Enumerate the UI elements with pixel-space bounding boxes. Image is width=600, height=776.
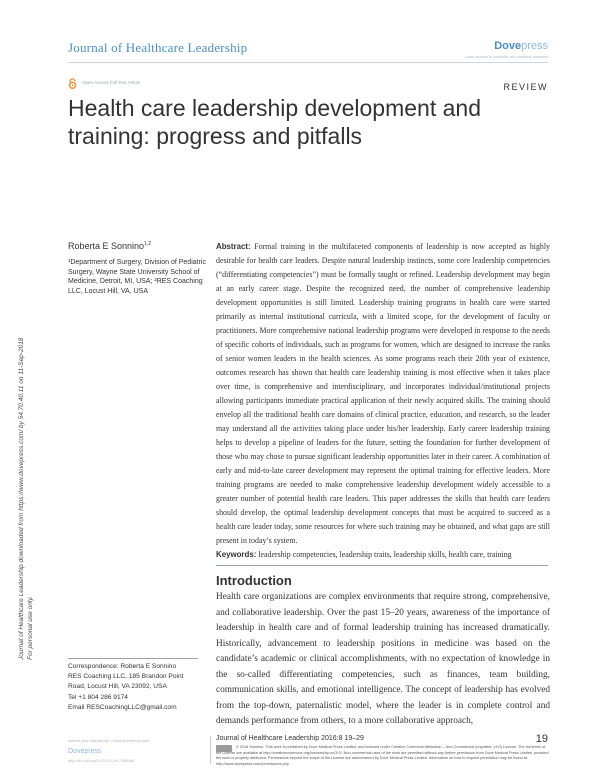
correspondence-address-line2: Road, Locust Hill, VA 23092, USA — [68, 683, 167, 691]
open-access-label: Open Access Full Text Article — [82, 80, 140, 85]
journal-title: Journal of Healthcare Leadership — [68, 40, 248, 55]
page-number: 19 — [535, 733, 548, 745]
publisher-logo-light: press — [521, 40, 548, 52]
keywords-text: leadership competencies, leadership traits, leadership skills, health care, training — [258, 550, 512, 559]
correspondence-phone: Tel +1 804 286 9174 — [68, 693, 128, 701]
article-type: REVIEW — [503, 82, 548, 92]
author-name-text: Roberta E Sonnino — [68, 241, 145, 251]
correspondence-block — [68, 662, 208, 713]
license-text — [216, 745, 550, 767]
correspondence-label: Correspondence: Roberta E Sonnino — [68, 663, 177, 670]
abstract-text: Formal training in the multifaceted components of leadership is now accepted as highly desirable for health care leaders. Despite natural leadership instincts, some core leadership competencies (“differentiating competencies”) must be formally taught or refined. Leadership development may begin at an early career stage. Despite the recognized need, the number of comprehensive leadership development opportunities is still limited. Leadership training programs in health care were started primarily as internal institutional curricula, with a limited scope, for the development of faculty or practitioners. More comprehensive national leadership programs were developed in response to the needs of specific cohorts of individuals, such as programs for women, which are designed to increase the ranks of senior women leaders in the health sciences. As some programs reach their 20th year of existence, outcomes research has shown that health care leadership training is most effective when it takes place over time, is comprehensive and interdisciplinary, and incorporates individual/institutional projects allowing participants immediate practical application of their newly acquired skills. The training should envelop all the traditional health care domains of clinical practice, education, and research, so the leader may understand all the activities taking place under his/her leadership. Early career leadership training helps to develop a pipeline of leaders for the future, setting the foundation for further development of those who may chose to pursue significant leadership opportunities later in their career. A combination of early and mid-to-late career development may represent the optimal training for effective leaders. More training programs are needed to make comprehensive leadership development widely accessible to a greater number of potential health care leaders. This paper addresses the skills that health care leaders should develop, the optimal leadership development concepts that must be acquired to succeed as a health care leader today, some resources for where such training may be obtained, and what gaps are still present in today’s system. — [216, 242, 550, 545]
author-affiliation: ¹Department of Surgery, Division of Pediatric Surgery, Wayne State University School of Medicine, Detroit, MI, USA; ²RES Coaching LLC, Locust Hill, VA, USA — [68, 259, 206, 295]
license-text-body: © 2016 Sonnino. This work is published by Dove Medical Press Limited, and licensed under Creative Commons Attribution – Non Commercial (unported, v3.0) License. The full terms of the License are available at http://creativecommons.org/licenses/by-nc/3.0/. Non-commercial uses of the work are permitted without any further permission from Dove Medical Press Limited, provided the work is properly attributed. Permissions beyond the scope of the License are administered by Dove Medical Press Limited. Information on how to request permission may be found at: http://www.dovepress.com/permissions.php — [216, 745, 549, 766]
header-divider — [68, 62, 548, 63]
correspondence-address-line1: RES Coaching LLC, 185 Brandon Point — [68, 673, 184, 681]
publisher-tagline: open access to scientific and medical research — [465, 54, 548, 59]
publisher-logo — [494, 40, 548, 52]
correspondence-email[interactable]: Email RESCoachingLLC@gmail.com — [68, 703, 177, 711]
footer-publisher-logo: Dovepress — [68, 748, 102, 755]
keywords-label: Keywords: — [216, 550, 257, 559]
open-access-icon — [68, 78, 77, 89]
side-note-line1: Journal of Healthcare Leadership downloaded from https://www.dovepress.com/ by 54.70.40.11 on 11-Sep-2018 — [18, 337, 25, 660]
journal-citation: Journal of Healthcare Leadership 2016:8 19–29 — [216, 735, 364, 742]
article-title: Health care leadership development and training: progress and pitfalls — [68, 95, 481, 149]
abstract — [216, 240, 550, 548]
abstract-label: Abstract: — [216, 242, 251, 251]
introduction-text: Health care organizations are complex environments that require strong, comprehensive, and collaborative leadership. Over the past 15–20 years, awareness of the importance of leadership in health care and of formal leadership training has increased dramatically. Historically, advancement to leadership positions in medicine was based on the candidate’s academic or clinical accomplishments, with no expectation of knowledge in the so-called differentiating competencies, such as finances, team building, communication skills, and emotional intelligence. The concept of leadership has evolved from the top-down, paternalistic model, where the leader is in complete control and demands performance from others, to a more collaborative approach, — [216, 592, 550, 726]
author-affiliation-marker: 1,2 — [144, 241, 152, 247]
keywords — [216, 549, 556, 561]
footer-vertical-divider — [210, 736, 211, 764]
keywords-divider — [216, 565, 548, 566]
correspondence-divider — [68, 658, 198, 659]
side-note-line2: For personal use only. — [27, 596, 34, 660]
submit-manuscript-link[interactable]: submit your manuscript | www.dovepress.com — [68, 738, 150, 743]
introduction-heading: Introduction — [216, 573, 292, 588]
doi-link[interactable]: http://dx.doi.org/10.2147/JHL.S68068 — [68, 758, 135, 763]
author-name — [68, 241, 151, 251]
publisher-logo-bold: Dove — [494, 40, 522, 52]
download-side-note — [18, 140, 42, 660]
